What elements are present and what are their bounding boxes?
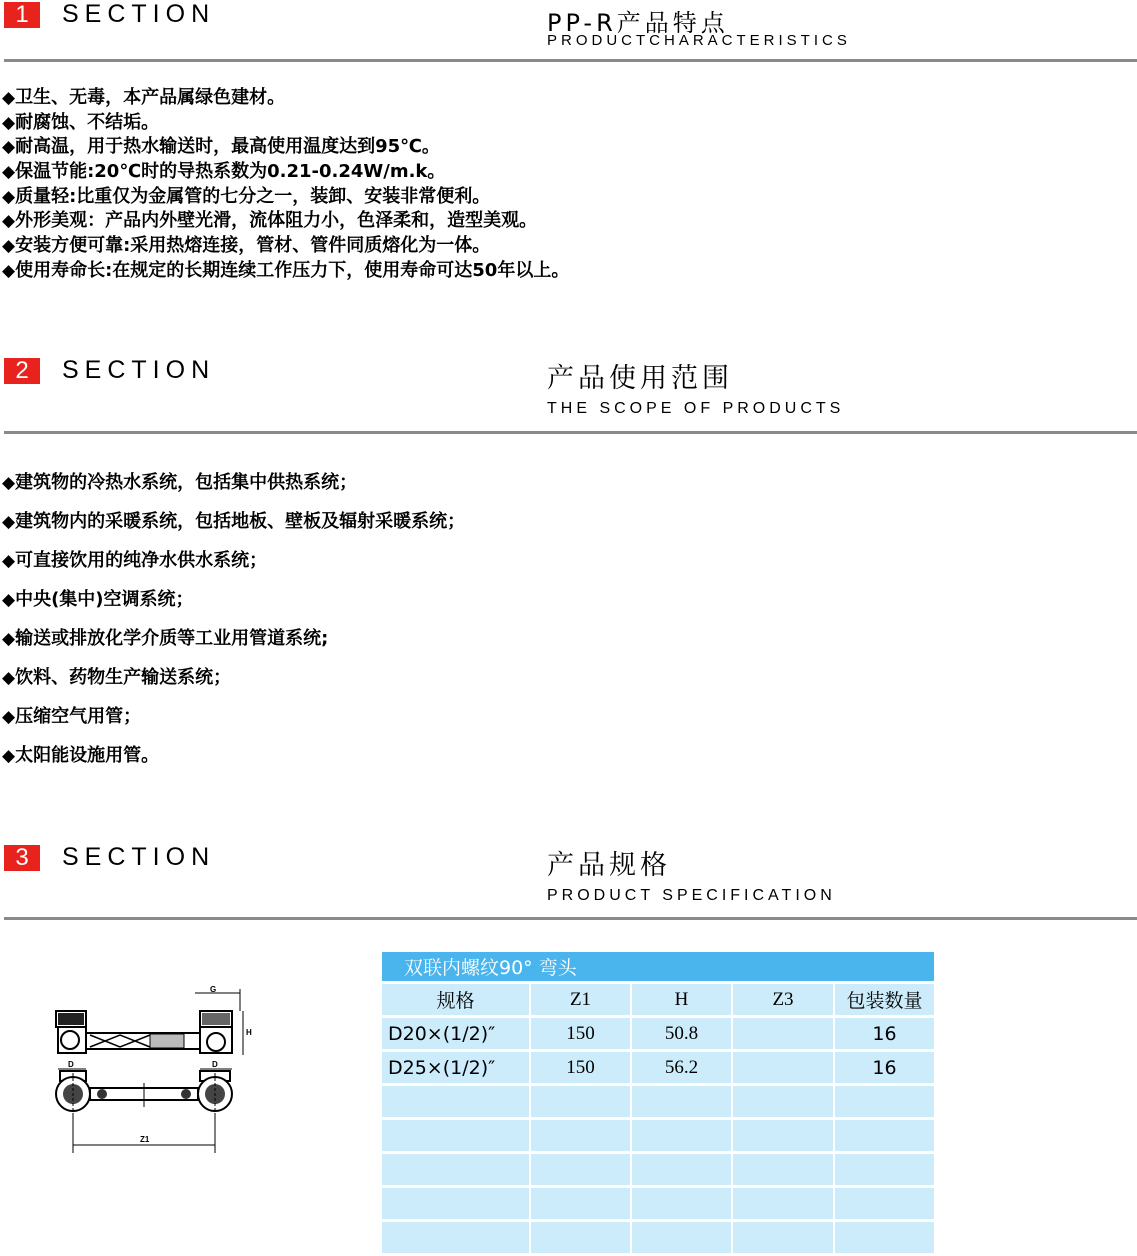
diamond-bullet-icon: ◆ xyxy=(2,260,16,281)
diamond-bullet-icon: ◆ xyxy=(2,88,16,108)
table-cell: 150 xyxy=(530,1017,631,1051)
list-item: ◆耐高温，用于热水输送时，最高使用温度达到95℃。 xyxy=(2,136,440,158)
table-header: Z3 xyxy=(732,983,834,1017)
list-item: ◆外形美观：产品内外壁光滑，流体阻力小，色泽柔和，造型美观。 xyxy=(2,210,538,232)
dimension-h-label: H xyxy=(246,1028,252,1037)
diamond-bullet-icon: ◆ xyxy=(2,512,16,532)
section-divider xyxy=(4,917,1137,920)
list-item: ◆质量轻:比重仅为金属管的七分之一，装卸、安装非常便利。 xyxy=(2,185,491,207)
table-header: 规格 xyxy=(382,983,530,1017)
table-row xyxy=(382,1153,935,1187)
list-item: ◆输送或排放化学介质等工业用管道系统; xyxy=(2,628,329,649)
table-cell: 50.8 xyxy=(631,1017,732,1051)
table-row xyxy=(382,1221,935,1255)
section-divider xyxy=(4,59,1137,62)
dimension-g-label: G xyxy=(210,985,217,994)
list-item: ◆压缩空气用管； xyxy=(2,706,142,727)
section-title-zh: 产品使用范围 xyxy=(547,363,733,394)
section-divider xyxy=(4,431,1137,434)
table-row xyxy=(382,1085,935,1119)
list-item: ◆可直接饮用的纯净水供水系统； xyxy=(2,550,268,571)
table-cell: 16 xyxy=(834,1051,935,1085)
dimension-d-right-label: D xyxy=(212,1060,218,1069)
diamond-bullet-icon: ◆ xyxy=(2,551,16,571)
diamond-bullet-icon: ◆ xyxy=(2,668,16,688)
table-cell xyxy=(732,1017,834,1051)
diamond-bullet-icon: ◆ xyxy=(2,590,16,610)
diamond-bullet-icon: ◆ xyxy=(2,473,16,493)
table-row xyxy=(382,1187,935,1221)
elbow-technical-drawing xyxy=(40,985,280,1155)
list-item: ◆耐腐蚀、不结垢。 xyxy=(2,111,160,133)
diamond-bullet-icon: ◆ xyxy=(2,112,16,133)
table-header: H xyxy=(631,983,732,1017)
list-item: ◆中央(集中)空调系统； xyxy=(2,589,194,610)
table-header-row xyxy=(382,983,935,1017)
table-cell: D20×(1/2)″ xyxy=(382,1017,530,1051)
list-item: ◆使用寿命长:在规定的长期连续工作压力下，使用寿命可达50年以上。 xyxy=(2,259,570,281)
diamond-bullet-icon: ◆ xyxy=(2,162,16,183)
table-cell: 16 xyxy=(834,1017,935,1051)
diamond-bullet-icon: ◆ xyxy=(2,629,16,649)
diamond-bullet-icon: ◆ xyxy=(2,707,16,727)
table-cell xyxy=(732,1051,834,1085)
section-number-badge: 2 xyxy=(4,358,40,384)
section-title-en: PRODUCT SPECIFICATION xyxy=(547,887,836,904)
table-cell: 150 xyxy=(530,1051,631,1085)
table-header: Z1 xyxy=(530,983,631,1017)
spec-table xyxy=(382,952,936,1256)
diamond-bullet-icon: ◆ xyxy=(2,211,16,232)
section-title-en: PRODUCTCHARACTERISTICS xyxy=(547,32,851,49)
table-cell: D25×(1/2)″ xyxy=(382,1051,530,1085)
diamond-bullet-icon: ◆ xyxy=(2,186,16,207)
table-header: 包装数量 xyxy=(834,983,935,1017)
table-row xyxy=(382,1119,935,1153)
section-number-badge: 3 xyxy=(4,845,40,871)
table-row xyxy=(382,1051,935,1085)
list-item: ◆饮料、药物生产输送系统； xyxy=(2,667,232,688)
section-title-zh: PP-R产品特点 xyxy=(547,9,729,37)
list-item: ◆安装方便可靠:采用热熔连接，管材、管件同质熔化为一体。 xyxy=(2,235,491,257)
list-item: ◆保温节能:20℃时的导热系数为0.21-0.24W/m.k。 xyxy=(2,161,446,183)
dimension-z1-label: Z1 xyxy=(140,1135,150,1144)
list-item: ◆建筑物的冷热水系统，包括集中供热系统； xyxy=(2,472,358,493)
section-label: SECTION xyxy=(62,843,216,871)
section-label: SECTION xyxy=(62,0,216,28)
list-item: ◆建筑物内的采暖系统，包括地板、壁板及辐射采暖系统； xyxy=(2,511,466,532)
scope-list xyxy=(2,463,465,775)
diamond-bullet-icon: ◆ xyxy=(2,746,16,766)
section-label: SECTION xyxy=(62,356,216,384)
characteristics-list xyxy=(2,86,569,284)
diamond-bullet-icon: ◆ xyxy=(2,137,16,158)
dimension-d-left-label: D xyxy=(68,1060,74,1069)
table-caption: 双联内螺纹90° 弯头 xyxy=(382,952,935,983)
table-row xyxy=(382,1017,935,1051)
diamond-bullet-icon: ◆ xyxy=(2,236,16,257)
list-item: ◆太阳能设施用管。 xyxy=(2,745,160,766)
table-caption-row xyxy=(382,952,935,983)
section-number-badge: 1 xyxy=(4,2,40,28)
section-title-zh: 产品规格 xyxy=(547,850,671,881)
section-title-en: THE SCOPE OF PRODUCTS xyxy=(547,400,845,417)
list-item: ◆卫生、无毒，本产品属绿色建材。 xyxy=(2,87,286,108)
table-cell: 56.2 xyxy=(631,1051,732,1085)
